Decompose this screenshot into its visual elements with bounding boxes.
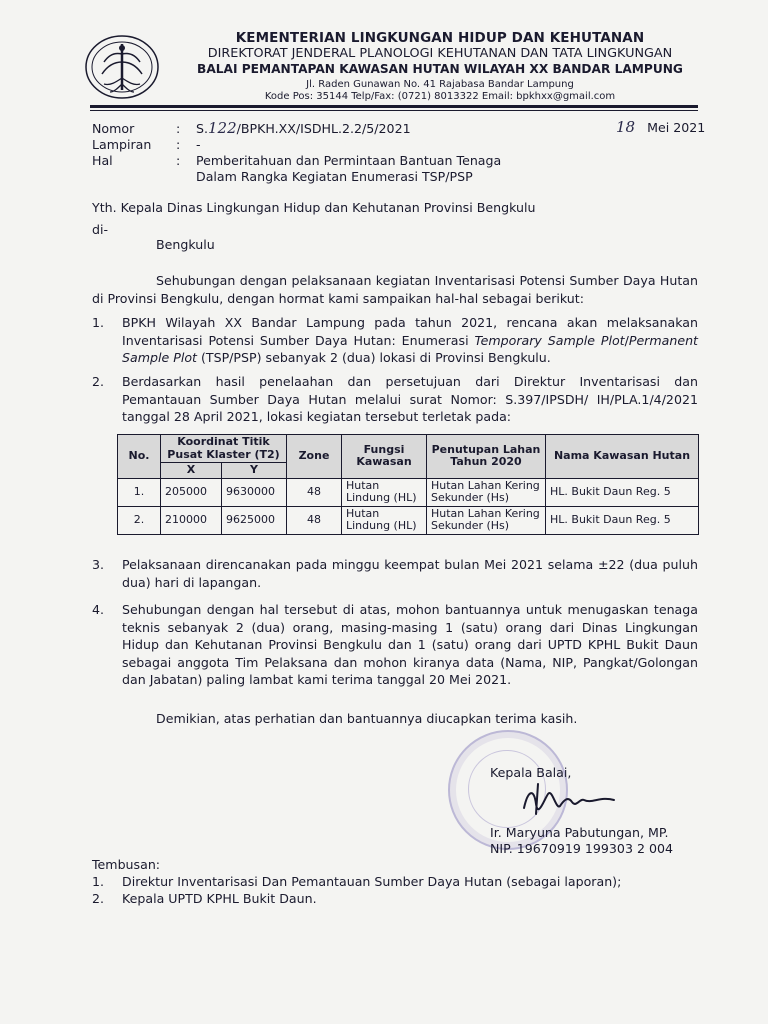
- cell-y: 9630000: [222, 478, 287, 506]
- col-y: Y: [222, 463, 287, 479]
- recipient-di: di-: [92, 222, 109, 237]
- cell-x: 210000: [161, 506, 222, 534]
- nomor-prefix: S.: [196, 121, 208, 136]
- location-table: [117, 434, 699, 535]
- nomor-suffix: /BPKH.XX/ISDHL.2.2/5/2021: [236, 121, 411, 136]
- col-penutupan: Penutupan Lahan Tahun 2020: [427, 435, 546, 479]
- cell-y: 9625000: [222, 506, 287, 534]
- nomor-value: [196, 120, 411, 137]
- tembusan-item: Kepala UPTD KPHL Bukit Daun.: [122, 891, 317, 906]
- recipient-place: Bengkulu: [156, 237, 215, 252]
- list-item-3: [92, 556, 698, 591]
- signatory-nip: NIP. 19670919 199303 2 004: [490, 841, 674, 856]
- item1-italic-1: Temporary Sample Plot: [474, 332, 625, 348]
- nomor-label: Nomor: [92, 121, 135, 136]
- cell-penutupan: Hutan Lahan Kering Sekunder (Hs): [427, 478, 546, 506]
- col-nama: Nama Kawasan Hutan: [546, 435, 699, 479]
- cell-x: 205000: [161, 478, 222, 506]
- item1-text-a: BPKH Wilayah XX Bandar Lampung pada tahun 2021, rencana akan melaksanakan Inventarisasi Potensi Sumber Daya Hutan: Enumerasi: [122, 315, 698, 348]
- tembusan-label: Tembusan:: [92, 857, 161, 872]
- item-body: [122, 314, 698, 367]
- letterhead-ministry: KEMENTERIAN LINGKUNGAN HIDUP DAN KEHUTANAN: [235, 30, 645, 46]
- cell-zone: 48: [287, 506, 342, 534]
- tembusan-item-num: 1.: [92, 874, 105, 889]
- tembusan-item-num: 2.: [92, 891, 105, 906]
- item-number: 4.: [92, 602, 105, 617]
- tembusan-item: Direktur Inventarisasi Dan Pemantauan Sumber Daya Hutan (sebagai laporan);: [122, 874, 622, 889]
- col-x: X: [161, 463, 222, 479]
- col-koordinat: Koordinat Titik Pusat Klaster (T2): [161, 435, 287, 463]
- closing-paragraph: Demikian, atas perhatian dan bantuannya diucapkan terima kasih.: [156, 711, 578, 726]
- signatory-title: Kepala Balai,: [490, 765, 572, 780]
- item-number: 3.: [92, 557, 105, 572]
- letterhead-rule-thick: [90, 105, 698, 108]
- list-item-1: [92, 314, 698, 367]
- letterhead-rule-thin: [90, 110, 698, 111]
- col-fungsi: Fungsi Kawasan: [342, 435, 427, 479]
- cell-no: 1.: [118, 478, 161, 506]
- list-item-2: [92, 373, 698, 426]
- signature-icon: [514, 770, 634, 830]
- table-row: [118, 506, 699, 534]
- date-text: Mei 2021: [647, 120, 706, 135]
- item-number: 2.: [92, 374, 105, 389]
- ministry-logo-icon: [84, 34, 160, 100]
- recipient: Yth. Kepala Dinas Lingkungan Hidup dan Kehutanan Provinsi Bengkulu: [92, 200, 536, 215]
- list-item-4: [92, 601, 698, 689]
- cell-nama: HL. Bukit Daun Reg. 5: [546, 506, 699, 534]
- table-row: [118, 478, 699, 506]
- col-zone: Zone: [287, 435, 342, 479]
- item-body: Sehubungan dengan hal tersebut di atas, mohon bantuannya untuk menugaskan tenaga teknis sebanyak 2 (dua) orang, masing-masing 1 (satu) orang dari Dinas Lingkungan Hidup dan Kehutanan Provinsi Bengkulu dan 1 (satu) orang dari UPTD KPHL Bukit Daun sebagai anggota Tim Pelaksana dan mohon kiranya data (Nama, NIP, Pangkat/Golongan dan Jabatan) paling lambat kami terima tanggal 20 Mei 2021.: [122, 602, 698, 687]
- lampiran-label: Lampiran: [92, 137, 152, 152]
- item1-text-c: (TSP/PSP) sebanyak 2 (dua) lokasi di Provinsi Bengkulu.: [196, 350, 551, 365]
- date-handwritten: 18: [616, 118, 636, 136]
- hal-line-1: Pemberitahuan dan Permintaan Bantuan Tenaga: [196, 153, 502, 168]
- intro-paragraph: Sehubungan dengan pelaksanaan kegiatan Inventarisasi Potensi Sumber Daya Hutan di Provinsi Bengkulu, dengan hormat kami sampaikan hal-hal sebagai berikut:: [92, 273, 698, 306]
- cell-fungsi: Hutan Lindung (HL): [342, 478, 427, 506]
- lampiran-value: -: [196, 137, 201, 152]
- nomor-colon: :: [176, 121, 181, 136]
- cell-fungsi: Hutan Lindung (HL): [342, 506, 427, 534]
- item-number: 1.: [92, 315, 105, 330]
- cell-nama: HL. Bukit Daun Reg. 5: [546, 478, 699, 506]
- item1-slash: /: [624, 332, 629, 348]
- letterhead-address: Jl. Raden Gunawan No. 41 Rajabasa Bandar Lampung: [306, 79, 574, 90]
- letterhead-office: BALAI PEMANTAPAN KAWASAN HUTAN WILAYAH XX BANDAR LAMPUNG: [197, 62, 683, 76]
- cell-no: 2.: [118, 506, 161, 534]
- hal-label: Hal: [92, 153, 113, 168]
- nomor-handwritten: 122: [208, 119, 237, 137]
- cell-zone: 48: [287, 478, 342, 506]
- letterhead-directorate: DIREKTORAT JENDERAL PLANOLOGI KEHUTANAN DAN TATA LINGKUNGAN: [207, 46, 673, 61]
- lampiran-colon: :: [176, 137, 181, 152]
- letter-date: [616, 118, 705, 136]
- hal-line-2: Dalam Rangka Kegiatan Enumerasi TSP/PSP: [196, 169, 473, 184]
- cell-penutupan: Hutan Lahan Kering Sekunder (Hs): [427, 506, 546, 534]
- signatory-name: Ir. Maryuna Pabutungan, MP.: [490, 825, 669, 840]
- item-body: Berdasarkan hasil penelaahan dan persetujuan dari Direktur Inventarisasi dan Pemantauan Sumber Daya Hutan melalui surat Nomor: S.397/IPSDH/ IH/PLA.1/4/2021 tanggal 28 April 2021, lokasi kegiatan tersebut terletak pada:: [122, 374, 698, 424]
- letterhead-contact: Kode Pos: 35144 Telp/Fax: (0721) 8013322 Email: bpkhxx@gmail.com: [264, 91, 616, 102]
- hal-colon: :: [176, 153, 181, 168]
- item1-italic-2: Permanent Sample Plot: [122, 332, 698, 365]
- item-body: Pelaksanaan direncanakan pada minggu keempat bulan Mei 2021 selama ±22 (dua puluh dua) hari di lapangan.: [122, 557, 698, 590]
- col-no: No.: [118, 435, 161, 479]
